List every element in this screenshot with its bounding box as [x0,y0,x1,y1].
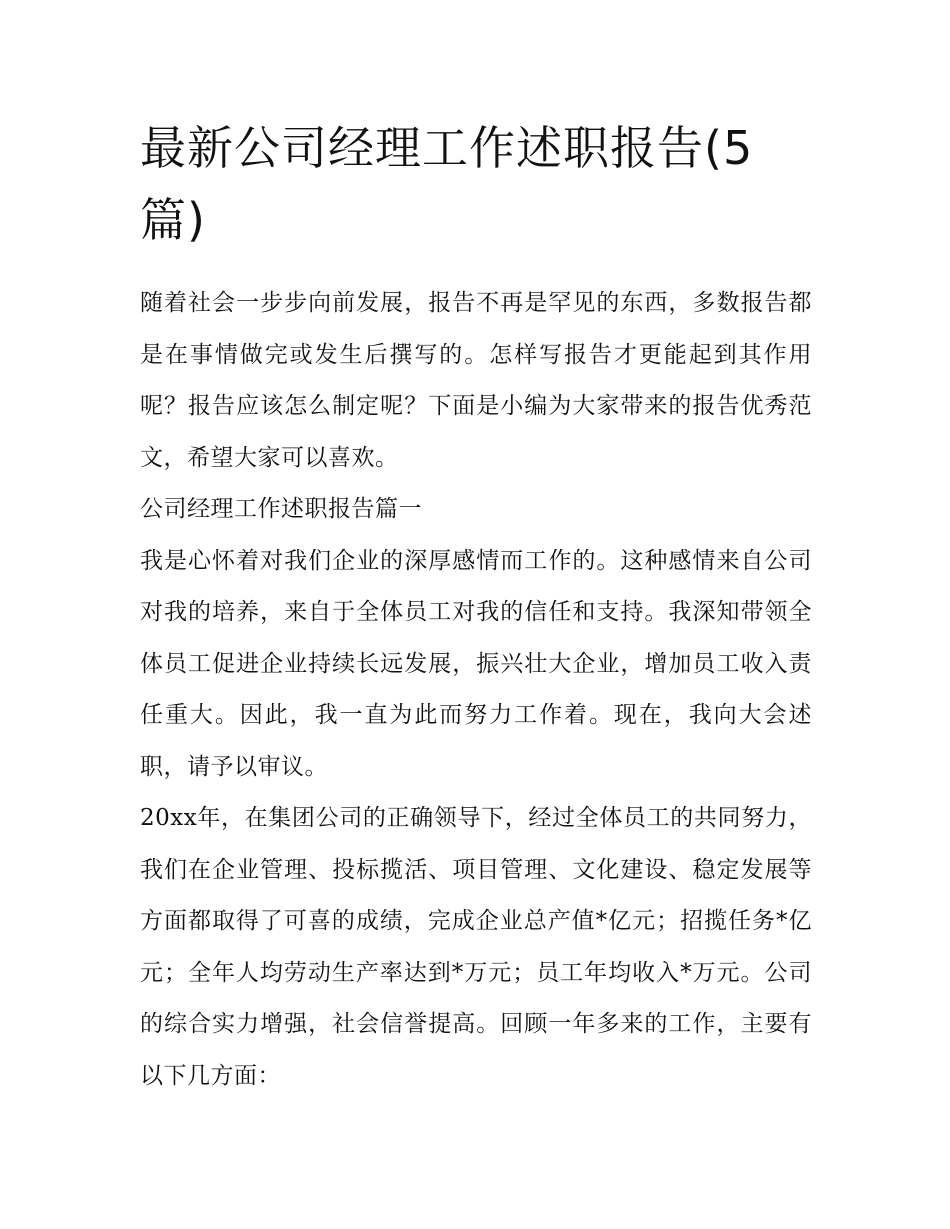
body-paragraph-2: 20xx年，在集团公司的正确领导下，经过全体员工的共同努力，我们在企业管理、投标揽活、项目管理、文化建设、稳定发展等方面都取得了可喜的成绩，完成企业总产值*亿元；招揽任务*亿元；全年人均劳动生产率达到*万元；员工年均收入*万元。公司的综合实力增强，社会信誉提高。回顾一年多来的工作，主要有以下几方面： [140,805,812,1089]
intro-paragraph: 随着社会一步步向前发展，报告不再是罕见的东西，多数报告都是在事情做完或发生后撰写的。怎样写报告才更能起到其作用呢？报告应该怎么制定呢？下面是小编为大家带来的报告优秀范文，希望大家可以喜欢。 [140,290,812,471]
document-title: 最新公司经理工作述职报告(5篇) [140,121,754,247]
document-page [140,112,812,1102]
body-paragraph-1: 我是心怀着对我们企业的深厚感情而工作的。这种感情来自公司对我的培养，来自于全体员工对我的信任和支持。我深知带领全体员工促进企业持续长远发展，振兴壮大企业，增加员工收入责任重大。因此，我一直为此而努力工作着。现在，我向大会述职，请予以审议。 [140,547,812,780]
section-heading: 公司经理工作述职报告篇一 [140,496,422,522]
